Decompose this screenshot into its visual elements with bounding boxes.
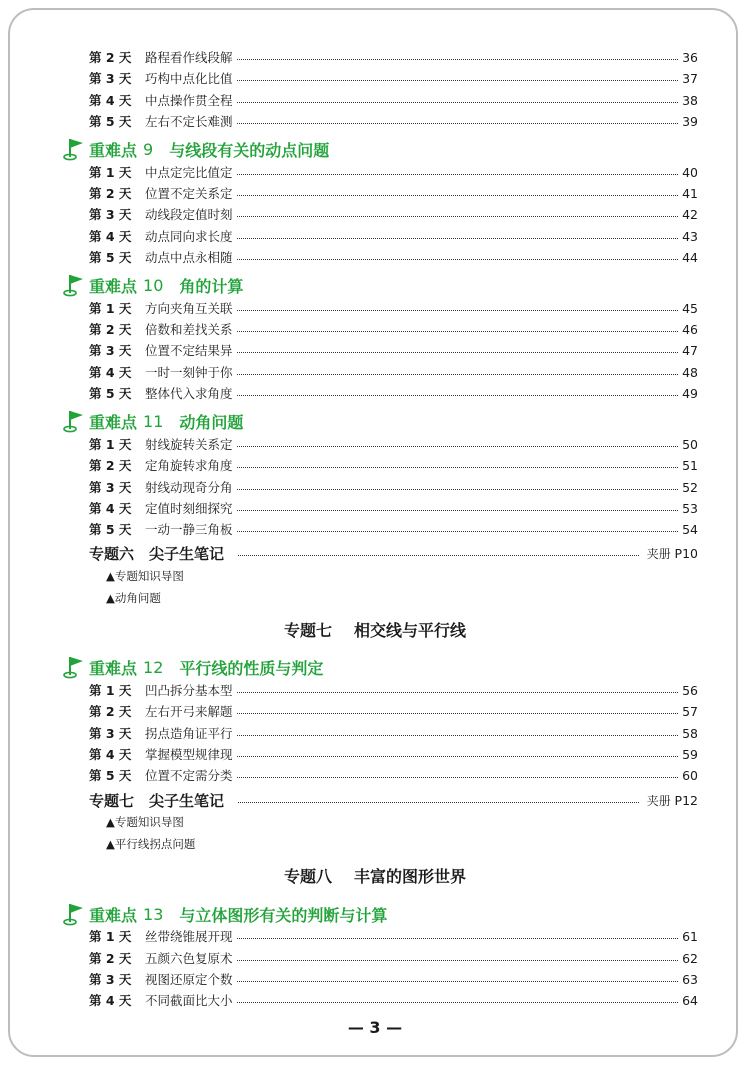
day-label: 第 1 天 [89, 165, 132, 180]
page-number: 40 [682, 165, 698, 180]
entry-title: 凹凸拆分基本型 [145, 683, 233, 698]
entry-title: 倍数和差找关系 [145, 322, 233, 337]
toc-entry[interactable] [89, 247, 698, 268]
insert-page: P10 [674, 545, 698, 561]
dot-leader [237, 102, 679, 103]
section-label: 重难点 [89, 276, 138, 296]
page-footer-number: — 3 — [347, 1018, 403, 1037]
entry-title: 拐点造角证平行 [145, 726, 233, 741]
golf-flag-icon [62, 273, 84, 297]
notes-subitem: ▲专题知识导图 [106, 815, 184, 829]
section-number: 13 [143, 904, 164, 924]
entry-title: 一动一静三角板 [145, 522, 233, 537]
entry-title: 射线旋转关系定 [145, 437, 233, 452]
dot-leader [237, 395, 679, 396]
topic-heading [0, 618, 750, 644]
page-number: 58 [682, 726, 698, 741]
dot-leader [237, 374, 679, 375]
topic-title: 丰富的图形世界 [354, 867, 467, 886]
entry-title: 定值时刻细探究 [145, 501, 233, 516]
dot-leader [237, 446, 679, 447]
page-number: 56 [682, 683, 698, 698]
day-label: 第 5 天 [89, 768, 132, 783]
toc-entry[interactable] [89, 948, 698, 969]
toc-entry[interactable] [89, 744, 698, 765]
day-label: 第 3 天 [89, 480, 132, 495]
entry-title: 中点操作贯全程 [145, 93, 233, 108]
toc-entry[interactable] [89, 519, 698, 540]
page-number: 63 [682, 972, 698, 987]
entry-title: 定角旋转求角度 [145, 458, 233, 473]
day-label: 第 4 天 [89, 365, 132, 380]
entry-title: 一时一刻钟于你 [145, 365, 233, 380]
entry-title: 位置不定结果异 [145, 343, 233, 358]
dot-leader [237, 735, 679, 736]
page-number: 53 [682, 501, 698, 516]
toc-entry[interactable] [89, 455, 698, 476]
toc-entry[interactable] [89, 340, 698, 361]
day-label: 第 2 天 [89, 458, 132, 473]
day-label: 第 3 天 [89, 726, 132, 741]
page-number: 36 [682, 50, 698, 65]
dot-leader [237, 174, 679, 175]
section-label: 重难点 [89, 658, 138, 678]
toc-entry[interactable] [89, 765, 698, 786]
section-label: 重难点 [89, 140, 138, 160]
section-title: 与立体图形有关的判断与计算 [179, 905, 388, 925]
toc-entry[interactable] [89, 226, 698, 247]
entry-title: 中点定完比值定 [145, 165, 233, 180]
section-number: 10 [143, 275, 164, 295]
toc-entry[interactable] [89, 204, 698, 225]
toc-entry[interactable] [89, 47, 698, 68]
toc-entry[interactable] [89, 183, 698, 204]
section-title: 与线段有关的动点问题 [169, 140, 330, 160]
dot-leader [237, 713, 679, 714]
dot-leader [237, 938, 679, 939]
toc-entry[interactable] [89, 319, 698, 340]
day-label: 第 5 天 [89, 386, 132, 401]
section-number: 9 [143, 139, 154, 159]
toc-entry[interactable] [89, 362, 698, 383]
day-label: 第 1 天 [89, 929, 132, 944]
page-number: 44 [682, 250, 698, 265]
insert-reference [647, 792, 698, 809]
day-label: 第 5 天 [89, 250, 132, 265]
entry-title: 左右开弓来解题 [145, 704, 233, 719]
entry-title: 丝带绕锥展开现 [145, 929, 233, 944]
notes-subitem: ▲专题知识导图 [106, 569, 184, 583]
page-number: 39 [682, 114, 698, 129]
toc-entry[interactable] [89, 68, 698, 89]
page-number: 37 [682, 71, 698, 86]
day-label: 第 2 天 [89, 186, 132, 201]
entry-title: 不同截面比大小 [145, 993, 233, 1008]
notes-title: 专题七 尖子生笔记 [89, 791, 225, 810]
dot-leader [237, 467, 679, 468]
toc-entry[interactable] [89, 477, 698, 498]
section-heading-9[interactable] [62, 136, 329, 162]
dot-leader [237, 1002, 679, 1003]
dot-leader [237, 489, 679, 490]
entry-title: 动点中点永相随 [145, 250, 233, 265]
golf-flag-icon [62, 409, 84, 433]
dot-leader [237, 310, 679, 311]
page-number: 54 [682, 522, 698, 537]
section-heading-10[interactable] [62, 272, 243, 298]
page-number: 46 [682, 322, 698, 337]
section-label: 重难点 [89, 905, 138, 925]
entry-title: 整体代入求角度 [145, 386, 233, 401]
toc-entry[interactable] [89, 701, 698, 722]
notes-title: 专题六 尖子生笔记 [89, 544, 225, 563]
day-label: 第 3 天 [89, 343, 132, 358]
dot-leader [237, 59, 679, 60]
toc-entry[interactable] [89, 926, 698, 947]
golf-flag-icon [62, 902, 84, 926]
entry-title: 射线动现奇分角 [145, 480, 233, 495]
dot-leader [237, 123, 679, 124]
dot-leader [237, 195, 679, 196]
section-number: 12 [143, 657, 164, 677]
dot-leader [237, 531, 679, 532]
toc-entry[interactable] [89, 990, 698, 1011]
page-number: 49 [682, 386, 698, 401]
dot-leader [237, 510, 679, 511]
page-number: 47 [682, 343, 698, 358]
page-number: 51 [682, 458, 698, 473]
entry-title: 位置不定关系定 [145, 186, 233, 201]
section-title: 平行线的性质与判定 [179, 658, 324, 678]
dot-leader [237, 259, 679, 260]
day-label: 第 2 天 [89, 951, 132, 966]
entry-title: 动线段定值时刻 [145, 207, 233, 222]
toc-entry[interactable] [89, 383, 698, 404]
insert-page: P12 [674, 792, 698, 808]
page-number: 62 [682, 951, 698, 966]
entry-title: 视图还原定个数 [145, 972, 233, 987]
day-label: 第 2 天 [89, 50, 132, 65]
topic-label: 专题七 [283, 621, 332, 640]
dot-leader [238, 555, 639, 556]
page-number: 48 [682, 365, 698, 380]
entry-title: 五颜六色复原术 [145, 951, 233, 966]
toc-entry[interactable] [89, 90, 698, 111]
toc-entry[interactable] [89, 969, 698, 990]
insert-reference [647, 545, 698, 562]
toc-entry[interactable] [89, 111, 698, 132]
day-label: 第 1 天 [89, 683, 132, 698]
page-number: 43 [682, 229, 698, 244]
insert-prefix: 夹册 [646, 546, 671, 561]
golf-flag-icon [62, 137, 84, 161]
toc-entry[interactable] [89, 723, 698, 744]
day-label: 第 3 天 [89, 207, 132, 222]
section-heading-13[interactable] [62, 901, 387, 927]
page-number: 52 [682, 480, 698, 495]
day-label: 第 3 天 [89, 972, 132, 987]
dot-leader [237, 960, 679, 961]
dot-leader [237, 238, 679, 239]
entry-title: 位置不定需分类 [145, 768, 233, 783]
page-number: 42 [682, 207, 698, 222]
page-number: 59 [682, 747, 698, 762]
page-number: 41 [682, 186, 698, 201]
toc-entry[interactable] [89, 162, 698, 183]
page-number: 60 [682, 768, 698, 783]
dot-leader [237, 981, 679, 982]
entry-title: 巧构中点化比值 [145, 71, 233, 86]
notes-entry[interactable] [89, 789, 698, 811]
dot-leader [237, 756, 679, 757]
notes-subitem: ▲平行线拐点问题 [106, 837, 196, 851]
topic-heading [0, 864, 750, 890]
toc-entry[interactable] [89, 434, 698, 455]
section-label: 重难点 [89, 412, 138, 432]
day-label: 第 2 天 [89, 704, 132, 719]
entry-title: 方向夹角互关联 [145, 301, 233, 316]
dot-leader [238, 802, 639, 803]
toc-entry[interactable] [89, 680, 698, 701]
section-heading-11[interactable] [62, 408, 243, 434]
day-label: 第 5 天 [89, 522, 132, 537]
topic-title: 相交线与平行线 [354, 621, 467, 640]
page-number: 50 [682, 437, 698, 452]
page-number: 61 [682, 929, 698, 944]
day-label: 第 2 天 [89, 322, 132, 337]
entry-title: 动点同向求长度 [145, 229, 233, 244]
entry-title: 左右不定长难测 [145, 114, 233, 129]
day-label: 第 1 天 [89, 301, 132, 316]
day-label: 第 3 天 [89, 71, 132, 86]
section-heading-12[interactable] [62, 654, 323, 680]
golf-flag-icon [62, 655, 84, 679]
entry-title: 路程看作线段解 [145, 50, 233, 65]
day-label: 第 4 天 [89, 501, 132, 516]
topic-label: 专题八 [283, 867, 332, 886]
page-number: 57 [682, 704, 698, 719]
insert-prefix: 夹册 [646, 793, 671, 808]
day-label: 第 4 天 [89, 229, 132, 244]
notes-entry[interactable] [89, 542, 698, 564]
page-number: 45 [682, 301, 698, 316]
dot-leader [237, 777, 679, 778]
day-label: 第 1 天 [89, 437, 132, 452]
dot-leader [237, 352, 679, 353]
day-label: 第 4 天 [89, 747, 132, 762]
day-label: 第 4 天 [89, 993, 132, 1008]
page-number: 38 [682, 93, 698, 108]
dot-leader [237, 80, 679, 81]
dot-leader [237, 331, 679, 332]
section-title: 动角问题 [179, 412, 244, 432]
dot-leader [237, 692, 679, 693]
section-number: 11 [143, 411, 164, 431]
notes-subitem: ▲动角问题 [106, 591, 161, 605]
toc-entry[interactable] [89, 298, 698, 319]
toc-entry[interactable] [89, 498, 698, 519]
dot-leader [237, 216, 679, 217]
page-number: 64 [682, 993, 698, 1008]
section-title: 角的计算 [179, 276, 244, 296]
entry-title: 掌握模型规律现 [145, 747, 233, 762]
day-label: 第 4 天 [89, 93, 132, 108]
day-label: 第 5 天 [89, 114, 132, 129]
